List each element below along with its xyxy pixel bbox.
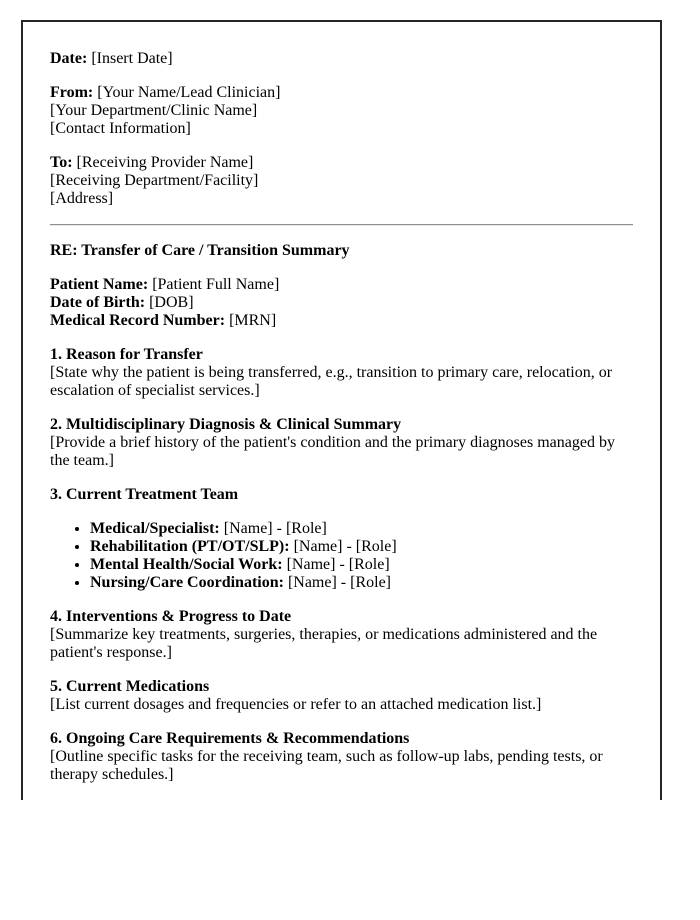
section-ongoing-care	[50, 730, 633, 784]
date-label: Date:	[50, 50, 88, 67]
team-member-value: [Name] - [Role]	[223, 520, 327, 537]
dob-value: [DOB]	[149, 294, 194, 311]
list-item	[90, 574, 633, 592]
date-line	[50, 50, 633, 68]
to-facility-line: [Receiving Department/Facility]	[50, 172, 259, 189]
section-5-heading: 5. Current Medications	[50, 678, 210, 695]
from-department-line: [Your Department/Clinic Name]	[50, 102, 258, 119]
document-page	[21, 20, 662, 800]
section-3-heading: 3. Current Treatment Team	[50, 486, 239, 503]
team-member-label: Mental Health/Social Work:	[90, 556, 283, 573]
patient-name-label: Patient Name:	[50, 276, 149, 293]
mrn-value: [MRN]	[229, 312, 277, 329]
from-block	[50, 84, 633, 138]
mrn-label: Medical Record Number:	[50, 312, 226, 329]
patient-name-value: [Patient Full Name]	[152, 276, 280, 293]
section-6-heading: 6. Ongoing Care Requirements & Recommendations	[50, 730, 410, 747]
list-item	[90, 520, 633, 538]
section-2-heading: 2. Multidisciplinary Diagnosis & Clinical Summary	[50, 416, 402, 433]
subject-text: RE: Transfer of Care / Transition Summary	[50, 242, 350, 259]
treatment-team-list	[50, 520, 633, 592]
from-value: [Your Name/Lead Clinician]	[97, 84, 281, 101]
section-diagnosis-summary	[50, 416, 633, 470]
team-member-label: Medical/Specialist:	[90, 520, 220, 537]
from-label: From:	[50, 84, 94, 101]
section-4-body: [Summarize key treatments, surgeries, therapies, or medications administered and the patient's response.]	[50, 626, 598, 661]
team-member-label: Rehabilitation (PT/OT/SLP):	[90, 538, 290, 555]
section-reason-for-transfer	[50, 346, 633, 400]
to-address-line: [Address]	[50, 190, 114, 207]
header-divider	[50, 224, 633, 226]
to-block	[50, 154, 633, 208]
section-6-body: [Outline specific tasks for the receiving team, such as follow-up labs, pending tests, or therapy schedules.]	[50, 748, 603, 783]
section-current-medications	[50, 678, 633, 714]
section-1-heading: 1. Reason for Transfer	[50, 346, 203, 363]
team-member-value: [Name] - [Role]	[287, 574, 391, 591]
team-member-value: [Name] - [Role]	[286, 556, 390, 573]
date-value: [Insert Date]	[91, 50, 173, 67]
team-member-label: Nursing/Care Coordination:	[90, 574, 284, 591]
to-label: To:	[50, 154, 73, 171]
team-member-value: [Name] - [Role]	[293, 538, 397, 555]
section-5-body: [List current dosages and frequencies or refer to an attached medication list.]	[50, 696, 542, 713]
section-treatment-team	[50, 486, 633, 504]
patient-info-block	[50, 276, 633, 330]
section-1-body: [State why the patient is being transferred, e.g., transition to primary care, relocation, or escalation of specialist services.]	[50, 364, 613, 399]
section-interventions-progress	[50, 608, 633, 662]
section-2-body: [Provide a brief history of the patient's condition and the primary diagnoses managed by the team.]	[50, 434, 615, 469]
from-contact-line: [Contact Information]	[50, 120, 191, 137]
section-4-heading: 4. Interventions & Progress to Date	[50, 608, 292, 625]
dob-label: Date of Birth:	[50, 294, 146, 311]
subject-line	[50, 242, 633, 260]
to-value: [Receiving Provider Name]	[76, 154, 254, 171]
list-item	[90, 556, 633, 574]
list-item	[90, 538, 633, 556]
